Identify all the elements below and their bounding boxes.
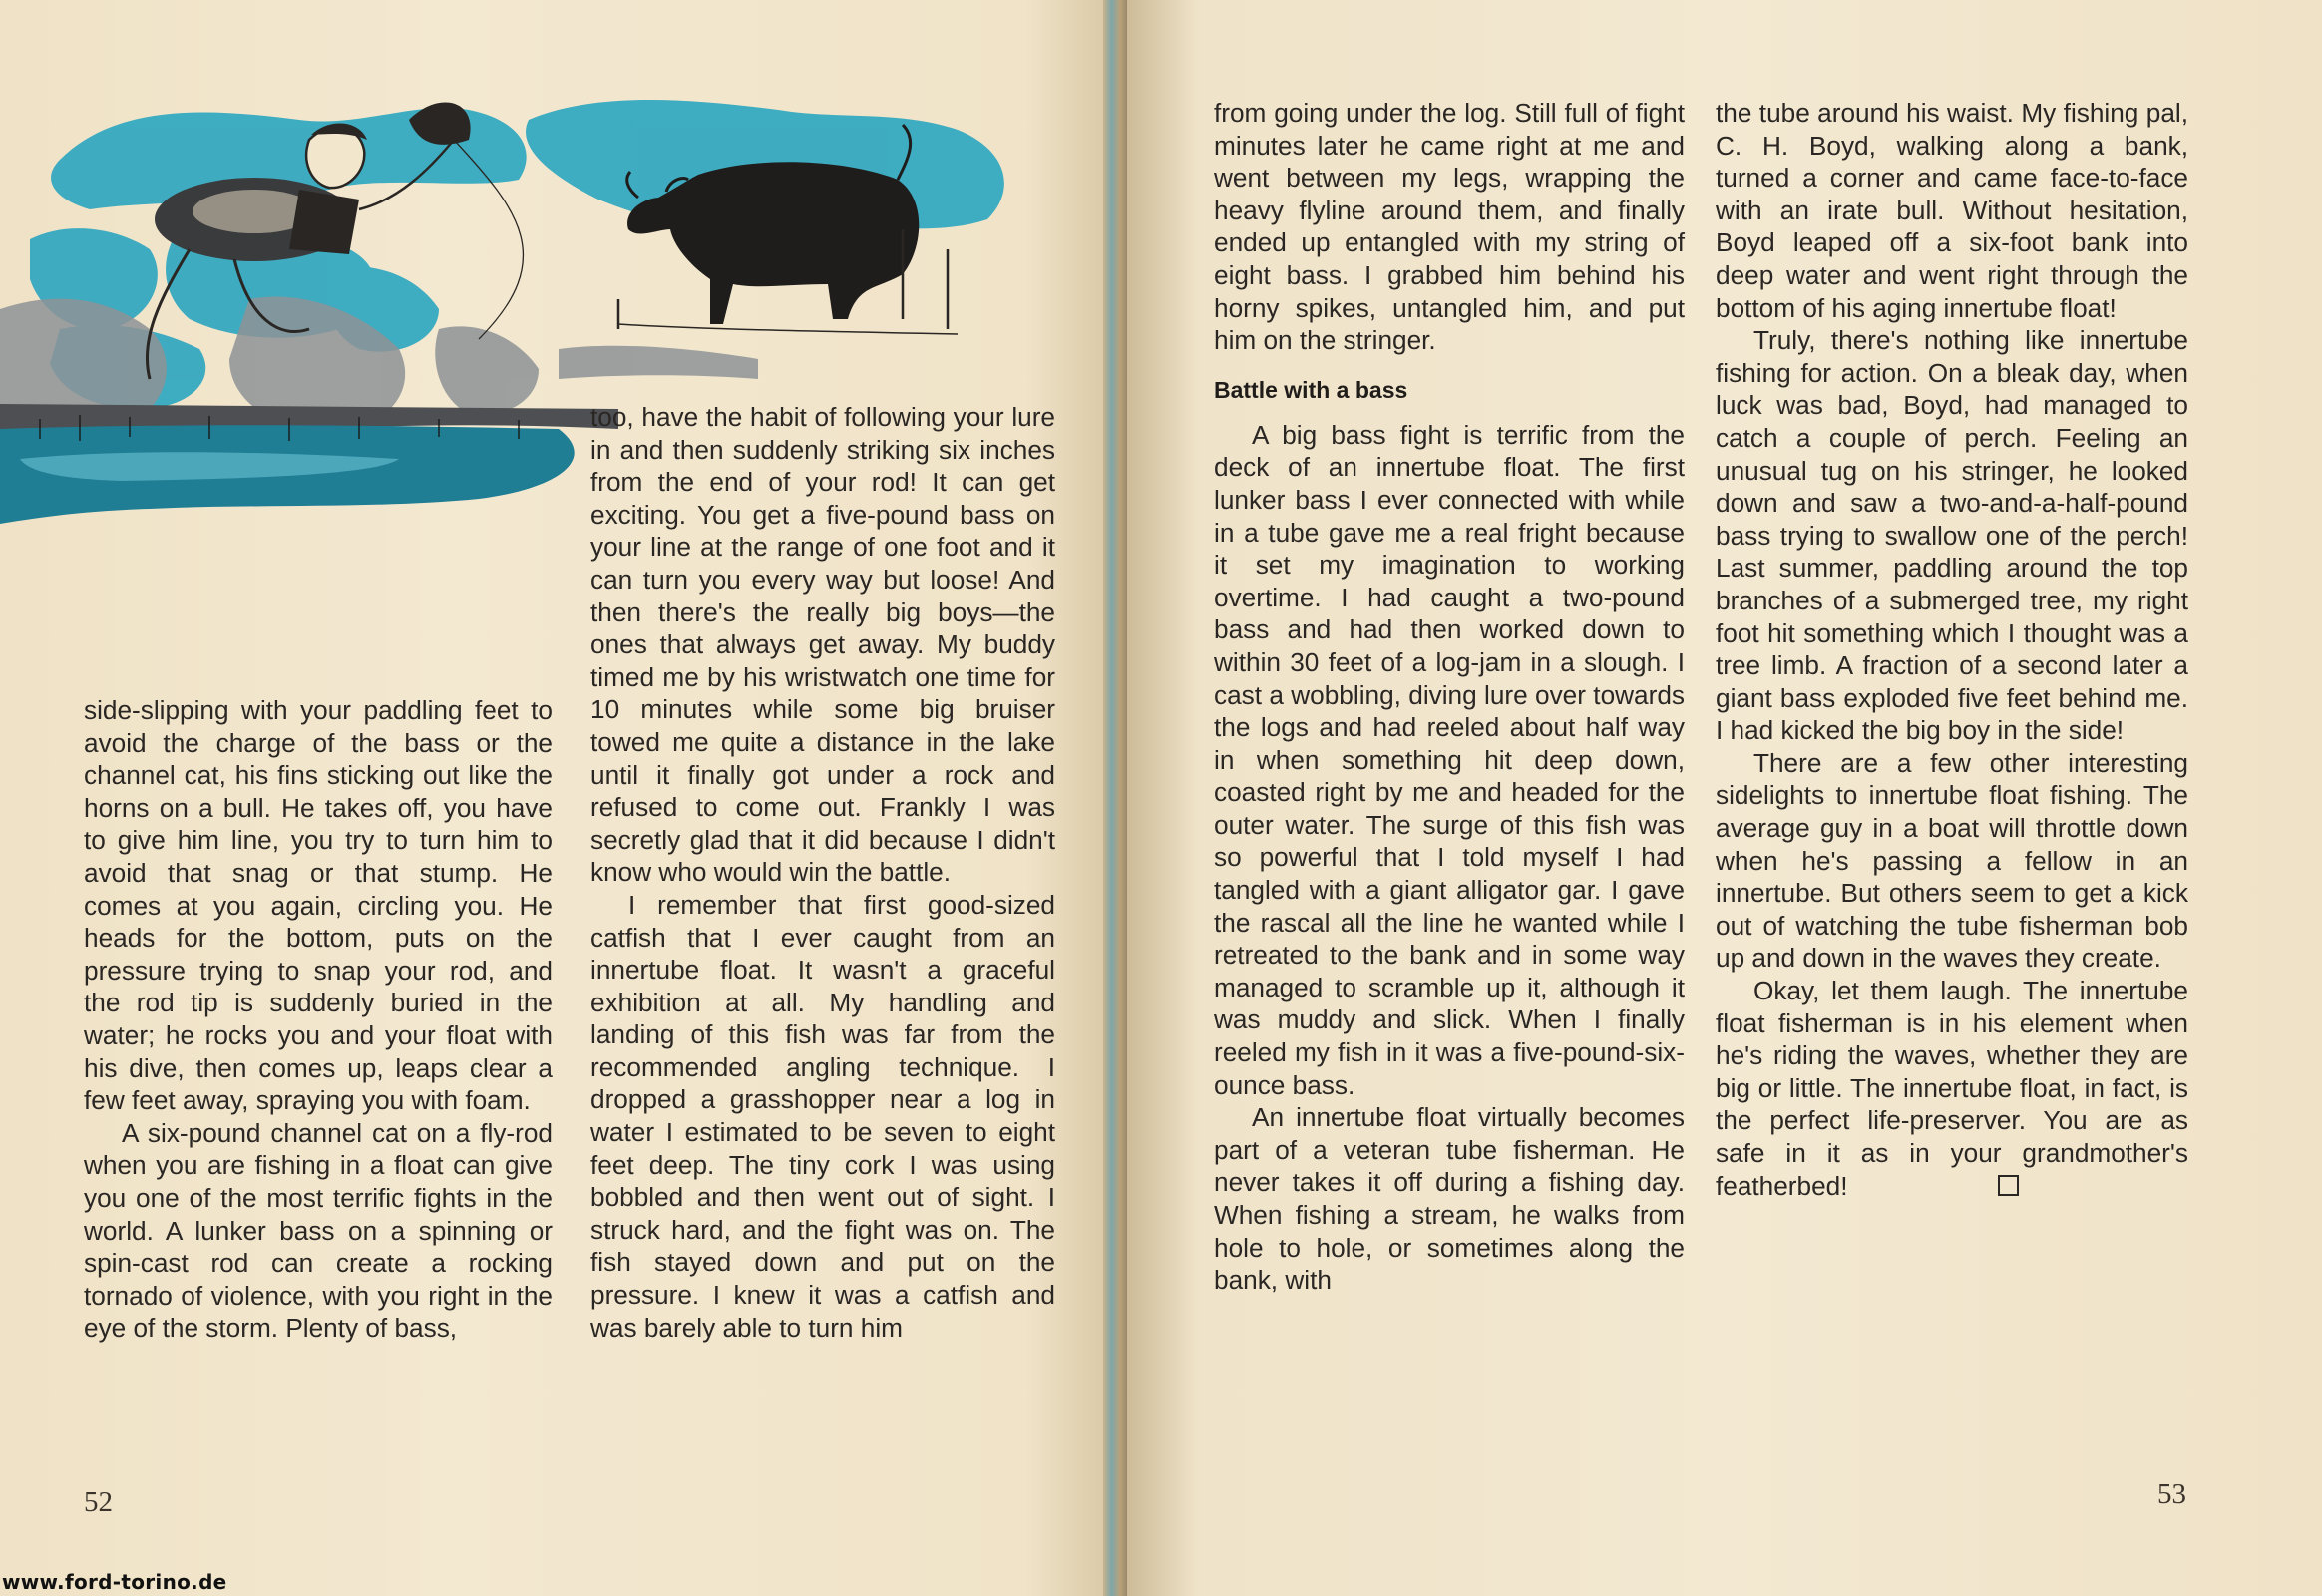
end-mark-icon bbox=[1998, 1175, 2019, 1196]
right-column-1 bbox=[1214, 97, 1685, 1297]
paragraph: A six-pound channel cat on a fly-rod when you are fishing in a float can give you one of the most terrific fights in the world. A lunker bass on a spinning or spin-cast rod can create a rocking tornado of violence, with you right in the eye of the storm. Plenty of bass, bbox=[84, 1117, 553, 1344]
left-column-1 bbox=[84, 694, 553, 1345]
paragraph: the tube around his waist. My fishing pal, C. H. Boyd, walking along a bank, turned a corner and came face-to-face with an irate bull. Without hesitation, Boyd leaped off a six-foot bank into deep water and went right through the bottom of his aging innertube float! bbox=[1716, 98, 2188, 323]
watermark: www.ford-torino.de bbox=[2, 1570, 227, 1594]
paragraph: An innertube float virtually becomes part of a veteran tube fisherman. He never takes it off during a fishing day. When fishing a stream, he walks from hole to hole, or sometimes along the bank, with bbox=[1214, 1102, 1685, 1296]
paragraph: from going under the log. Still full of fight minutes later he came right at me and went between my legs, wrapping the heavy flyline around them, and finally ended up entangled with my string of eight bass. I grabbed him behind his horny spikes, untangled him, and put him on the stringer. bbox=[1214, 98, 1685, 356]
paragraph bbox=[1716, 975, 2188, 1202]
right-column-2 bbox=[1716, 97, 2188, 1202]
paragraph: A big bass fight is terrific from the deck of an innertube float. The first lunker bass I ever connected with while in a tube gave me a real fright because it set my imagination to working overtime. I had caught a two-pound bass and had then worked down to within 30 feet of a log-jam in a slough. I cast a wobbling, diving lure over towards the logs and had reeled about half way in when something hit deep down, coasted right by me and headed for the outer water. The surge of this fish was so powerful that I told myself I had tangled with a giant alligator gar. I gave the rascal all the line he wanted while I retreated to the bank and in some way managed to scramble up it, although it was muddy and slick. When I finally reeled my fish in it was a five-pound-six-ounce bass. bbox=[1214, 419, 1685, 1100]
paragraph: I remember that first good-sized catfish that I ever caught from an innertube float. It wasn't a graceful exhibition at all. My handling and landing of this fish was far from the recommended angling technique. I dropped a grasshopper near a log in water I estimated to be seven to eight feet deep. The tiny cork I was using bobbled and then went out of sight. I struck hard, and the fight was on. The fish stayed down and put on the pressure. I knew it was a catfish and was barely able to turn him bbox=[590, 889, 1055, 1343]
subheading: Battle with a bass bbox=[1214, 376, 1408, 403]
left-column-2 bbox=[590, 401, 1055, 1344]
paragraph: side-slipping with your paddling feet to avoid the charge of the bass or the channel cat, his fins sticking out like the horns on a bull. He takes off, you have to give him line, you try to turn him to avoid that snag or that stump. He comes at you again, circling you. He heads for the bottom, puts on the pressure trying to snap your rod, and the rod tip is suddenly buried in the water; he rocks you and your float with his dive, then comes up, leaps clear a few feet away, spraying you with foam. bbox=[84, 695, 553, 1116]
left-page bbox=[0, 0, 1115, 1596]
paragraph: Truly, there's nothing like innertube fishing for action. On a bleak day, when luck was bad, Boyd, had managed to catch a couple of perch. Feeling an unusual tug on his stringer, he looked down and saw a two-and-a-half-pound bass trying to swallow one of the perch! Last summer, paddling around the top branches of a submerged tree, my right foot hit something which I thought was a tree limb. A fraction of a second later a giant bass exploded five feet behind me. I had kicked the big boy in the side! bbox=[1716, 325, 2188, 746]
paragraph: too, have the habit of following your lure in and then suddenly striking six inches from the end of your rod! It can get exciting. You get a five-pound bass on your line at the range of one foot and it can turn you every way but loose! And then there's the really big boys—the ones that always get away. My buddy timed me by his wristwatch one time for 10 minutes while some big bruiser towed me quite a distance in the lake until it finally got under a rock and refused to come out. Frankly I was secretly glad that it did because I didn't know who would win the battle. bbox=[590, 402, 1055, 888]
water-band bbox=[0, 404, 618, 524]
page-number-left: 52 bbox=[84, 1486, 113, 1518]
paragraph-text: Okay, let them laugh. The innertube float fisherman is in his element when he's riding the waves, whether they are big or little. The innertube float, in fact, is the perfect life-preserver. You are as safe in it as in your grandmother's featherbed! bbox=[1716, 976, 2188, 1201]
page-number-right: 53 bbox=[2157, 1478, 2186, 1510]
paragraph: There are a few other interesting sidelights to innertube float fishing. The average guy in a boat will throttle down when he's passing a fellow in an innertube. But others seem to get a kick out of watching the tube fisherman bob up and down in the waves they create. bbox=[1716, 747, 2188, 974]
